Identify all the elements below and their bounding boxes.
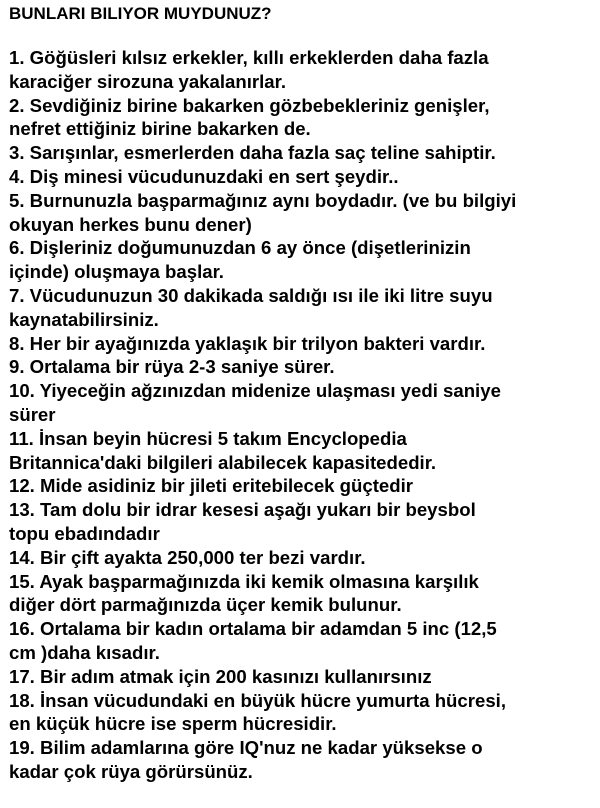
fact-item: 16. Ortalama bir kadın ortalama bir adamdan 5 inc (12,5 cm )daha kısadır. [9,618,497,663]
fact-item: 4. Diş minesi vücudunuzdaki en sert şeydir.. [9,165,399,187]
fact-item: 5. Burnunuzla başparmağınız aynı boydadır. (ve bu bilgiyi okuyan herkes bunu dener) [9,189,517,235]
fact-item: 2. Sevdiğiniz birine bakarken gözbebekleriniz genişler, nefret ettiğiniz birine bakarken de. [9,94,490,140]
fact-item: 6. Dişleriniz doğumunuzdan 6 ay önce (dişetlerinizin içinde) oluşmaya başlar. [9,237,471,283]
fact-item: 3. Sarışınlar, esmerlerden daha fazla saç teline sahiptir. [9,142,496,164]
fact-item: 8. Her bir ayağınızda yaklaşık bir trilyon bakteri vardır. [9,332,486,354]
document [9,4,595,784]
fact-item: 7. Vücudunuzun 30 dakikada saldığı ısı ile iki litre suyu kaynatabilirsiniz. [9,284,493,330]
fact-item: 9. Ortalama bir rüya 2-3 saniye sürer. [9,356,335,378]
fact-item: 12. Mide asidiniz bir jileti eritebilecek güçtedir [9,475,414,497]
page-title: BUNLARI BILIYOR MUYDUNUZ? [9,4,272,23]
fact-item: 19. Bilim adamlarına göre IQ'nuz ne kadar yüksekse o kadar çok rüya görürsünüz. [9,737,483,782]
fact-item: 10. Yiyeceğin ağzınızdan midenize ulaşması yedi saniye sürer [9,380,501,425]
fact-item: 11. İnsan beyin hücresi 5 takım Encyclopedia Britannica'daki bilgileri alabilecek kapasitededir. [9,427,437,473]
fact-list [9,46,595,784]
fact-item: 13. Tam dolu bir idrar kesesi aşağı yukarı bir beysbol topu ebadındadır [9,499,476,544]
fact-item: 1. Göğüsleri kılsız erkekler, kıllı erkeklerden daha fazla karaciğer sirozuna yakalanırlar. [9,47,489,92]
fact-item: 15. Ayak başparmağınızda iki kemik olmasına karşılık diğer dört parmağınızda üçer kemik bulunur. [9,570,479,616]
fact-item: 17. Bir adım atmak için 200 kasınızı kullanırsınız [9,665,432,687]
fact-item: 14. Bir çift ayakta 250,000 ter bezi vardır. [9,546,366,568]
fact-item: 18. İnsan vücudundaki en büyük hücre yumurta hücresi, en küçük hücre ise sperm hücresidir. [9,689,507,735]
